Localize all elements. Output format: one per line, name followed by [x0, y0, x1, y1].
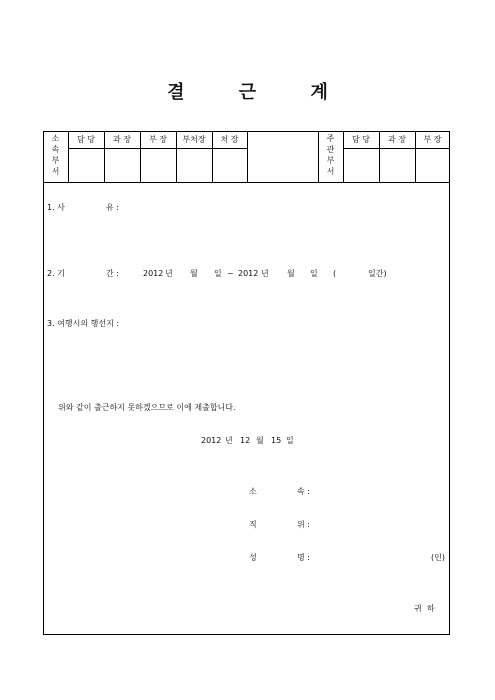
- side-label-char: 부: [51, 156, 60, 165]
- date-day-unit: 일: [286, 436, 294, 445]
- affiliation-label: 소: [249, 487, 257, 496]
- approval-left-side-label: [43, 133, 68, 177]
- approval-header-cell: 과 장: [113, 135, 131, 144]
- side-label-char: 주: [326, 134, 335, 143]
- days-open-paren: (: [333, 269, 337, 278]
- side-label-char: 속: [51, 145, 60, 154]
- year-unit: 년: [261, 269, 269, 278]
- date-year-unit: 년: [225, 436, 233, 445]
- approval-left-header-line: [68, 148, 248, 149]
- day-unit: 일: [310, 269, 318, 278]
- date-month: 12: [240, 436, 251, 445]
- month-unit: 월: [190, 269, 198, 278]
- approval-header-cell: 담 당: [77, 135, 95, 144]
- approval-bottom-line: [43, 182, 450, 183]
- statement-text: 위와 같이 출근하지 못하겠으므로 이에 제출합니다.: [58, 403, 236, 412]
- approval-right-block: [318, 131, 450, 182]
- side-label-char: 서: [51, 167, 60, 176]
- date-day: 15: [271, 436, 282, 445]
- approval-header-cell: 처 장: [220, 135, 239, 144]
- document-title: 결 근 계: [167, 82, 352, 103]
- approval-header-cell: 부 장: [423, 135, 442, 144]
- year-unit: 년: [165, 269, 173, 278]
- side-label-char: 서: [326, 167, 335, 176]
- position-label-suffix: 위 :: [297, 520, 310, 529]
- destination-label: 3. 여행시의 행선지 :: [47, 319, 120, 328]
- period-label-suffix: 간 :: [106, 269, 119, 278]
- month-unit: 월: [287, 269, 295, 278]
- days-suffix: 일간): [368, 269, 387, 278]
- period-end-year: 2012: [238, 269, 259, 278]
- day-unit: 일: [214, 269, 222, 278]
- approval-right-side-label: [318, 133, 343, 177]
- reason-label-suffix: 유 :: [106, 203, 119, 212]
- period-start-year: 2012: [143, 269, 164, 278]
- side-label-char: 관: [326, 145, 335, 154]
- affiliation-label-suffix: 속 :: [297, 487, 310, 496]
- addressee-closing: 귀 하: [414, 604, 435, 613]
- approval-header-cell: 부 장: [149, 135, 167, 144]
- name-label: 성: [249, 553, 257, 562]
- side-label-char: 부: [326, 156, 335, 165]
- date-year: 2012: [201, 436, 222, 445]
- side-label-char: 소: [51, 134, 60, 143]
- name-label-suffix: 명 :: [297, 553, 310, 562]
- approval-right-header-line: [343, 148, 450, 149]
- form-frame: [43, 131, 450, 635]
- approval-header-cell: 담 당: [352, 135, 370, 144]
- reason-label: 1. 사: [47, 203, 65, 212]
- period-label: 2. 기: [47, 269, 65, 278]
- divider: [247, 131, 248, 182]
- approval-header-cell: 부처장: [182, 135, 206, 144]
- range-tilde: ~: [227, 269, 234, 278]
- seal-mark: (인): [431, 553, 445, 562]
- approval-left-block: [43, 131, 248, 182]
- date-month-unit: 월: [256, 436, 264, 445]
- position-label: 직: [249, 520, 257, 529]
- approval-header-cell: 과 장: [388, 135, 406, 144]
